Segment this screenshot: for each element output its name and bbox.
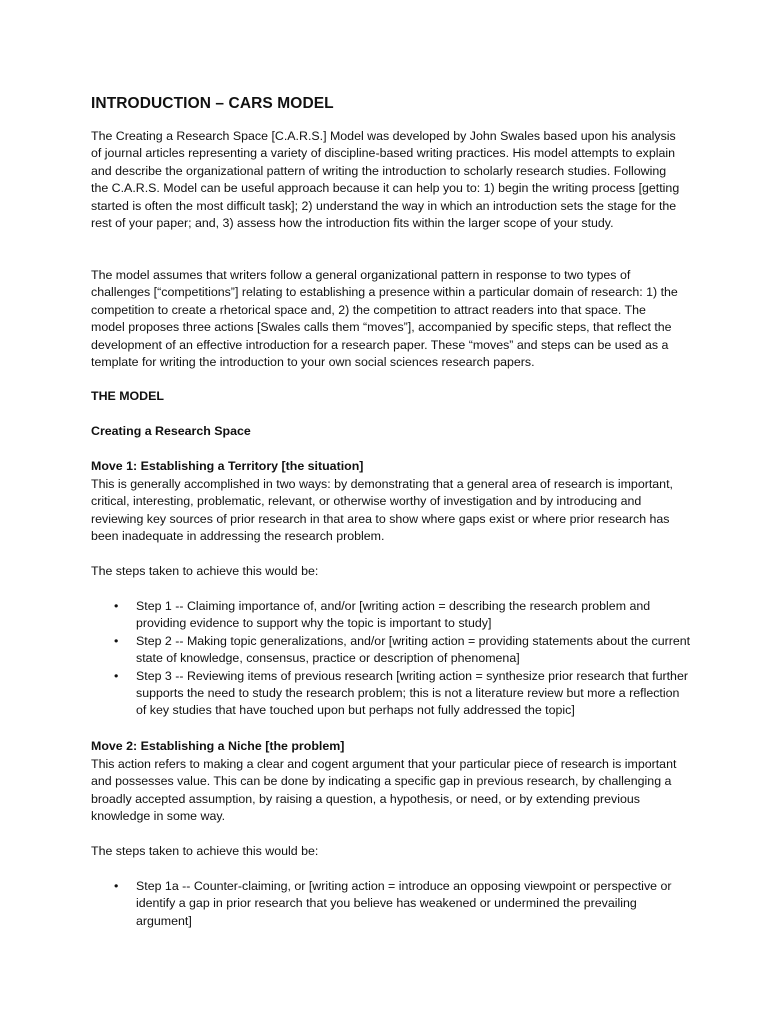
list-item xyxy=(91,878,691,930)
move1-heading: Move 1: Establishing a Territory [the situation] xyxy=(91,459,364,473)
bullet-icon: • xyxy=(114,668,119,683)
section-heading: THE MODEL xyxy=(91,389,164,403)
step-text: Step 3 -- Reviewing items of previous research [writing action = synthesize prior research that further supports the need to study the research problem; this is not a literature review but more a reflection of key studies that have touched upon but perhaps not fully addressed the topic] xyxy=(136,668,688,718)
page-title: INTRODUCTION – CARS MODEL xyxy=(91,95,334,112)
list-item xyxy=(91,668,691,720)
move2-heading: Move 2: Establishing a Niche [the problem] xyxy=(91,739,345,753)
move2-steps-list xyxy=(91,878,691,930)
bullet-icon: • xyxy=(114,633,119,648)
intro-paragraph: The Creating a Research Space [C.A.R.S.] Model was developed by John Swales based upon his analysis of journal articles representing a variety of discipline-based writing practices. His model attempts to explain and describe the organizational pattern of writing the introduction to scholarly research studies. Following the C.A.R.S. Model can be useful approach because it can help you to: 1) begin the writing process [getting started is often the most difficult task]; 2) understand the way in which an introduction sets the stage for the rest of your paper; and, 3) assess how the introduction fits within the larger scope of your study. xyxy=(91,129,680,231)
step-text: Step 1 -- Claiming importance of, and/or [writing action = describing the research problem and providing evidence to support why the topic is important to study] xyxy=(136,599,651,631)
assumes-paragraph: The model assumes that writers follow a general organizational pattern in response to two types of challenges [“competitions”] relating to establishing a presence within a particular domain of research: 1) the competition to create a rhetorical space and, 2) the competition to attract readers into that space. The model proposes three actions [Swales calls them “moves”], accompanied by specific steps, that reflect the development of an effective introduction for a research paper. These “moves” and steps can be used as a template for writing the introduction to your own social sciences research papers. xyxy=(91,268,678,370)
move2-text: This action refers to making a clear and cogent argument that your particular piece of research is important and possesses value. This can be done by indicating a specific gap in previous research, by challenging a broadly accepted assumption, by raising a question, a hypothesis, or need, or by extending previous knowledge in some way. xyxy=(91,757,677,824)
step-text: Step 1a -- Counter-claiming, or [writing action = introduce an opposing viewpoint or perspective or identify a gap in prior research that you believe has weakened or undermined the prevailing argument] xyxy=(136,879,672,928)
bullet-icon: • xyxy=(114,879,119,893)
list-item xyxy=(91,633,691,668)
list-item xyxy=(91,598,691,633)
step-text: Step 2 -- Making topic generalizations, and/or [writing action = providing statements about the current state of knowledge, consensus, practice or description of phenomena] xyxy=(136,633,691,666)
bullet-icon: • xyxy=(114,599,119,613)
move2-steps-intro: The steps taken to achieve this would be: xyxy=(91,844,319,858)
move1-steps-list xyxy=(91,598,691,720)
move1-steps-intro: The steps taken to achieve this would be: xyxy=(91,564,319,578)
subheading: Creating a Research Space xyxy=(91,424,251,438)
move1-text: This is generally accomplished in two ways: by demonstrating that a general area of research is important, critical, interesting, problematic, relevant, or otherwise worthy of investigation and by introducing and reviewing key sources of prior research in that area to show where gaps exist or where prior research has been inadequate in addressing the research problem. xyxy=(91,477,673,544)
